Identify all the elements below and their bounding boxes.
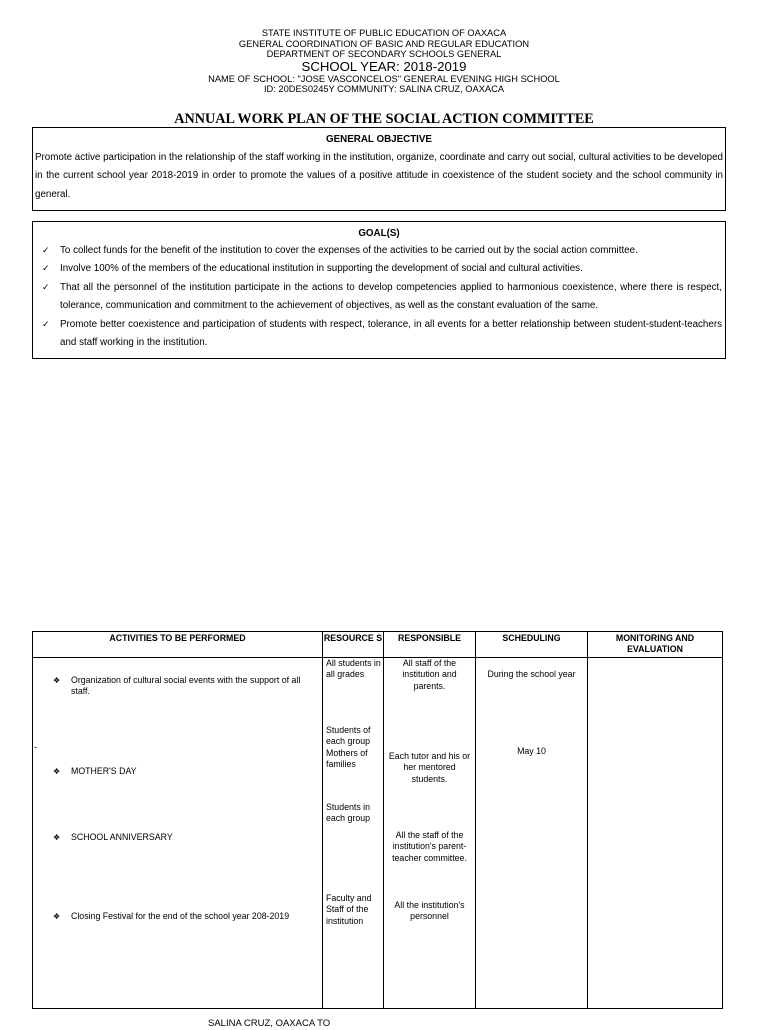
resources-cell — [323, 658, 384, 1009]
checkmark-icon: ✓ — [42, 319, 50, 330]
scheduling-cell — [476, 658, 588, 1009]
responsible-item: All staff of the institution and parents. — [402, 658, 457, 691]
table-row — [33, 658, 723, 1009]
general-objective-box — [32, 127, 726, 211]
activity-item — [53, 911, 312, 922]
goal-item — [33, 242, 722, 260]
resource-item: Students of each group Mothers of families — [326, 725, 371, 770]
responsible-item: All the staff of the institution's parent-teacher committee. — [392, 830, 467, 863]
school-year: SCHOOL YEAR: 2018-2019 — [301, 58, 467, 74]
responsible-item: Each tutor and his or her mentored students. — [388, 751, 471, 784]
column-header-scheduling: SCHEDULING — [476, 632, 588, 658]
stray-dash: - — [34, 742, 37, 752]
activity-item — [53, 832, 312, 843]
column-header-responsible: RESPONSIBLE — [384, 632, 476, 658]
resource-item: Faculty and Staff of the institution — [326, 893, 372, 926]
checkmark-icon: ✓ — [42, 282, 50, 293]
goal-text: Promote better coexistence and participation of students with respect, tolerance, in all events for a better relationship between student-student-teachers and staff working in the institution. — [60, 318, 722, 349]
coordination-name: GENERAL COORDINATION OF BASIC AND REGULAR EDUCATION — [238, 38, 530, 49]
goal-item — [33, 279, 722, 316]
column-header-resources: RESOURCE S — [323, 632, 384, 658]
responsible-cell — [384, 658, 476, 1009]
checkmark-icon: ✓ — [42, 246, 50, 256]
diamond-bullet-icon: ❖ — [53, 676, 61, 685]
activity-text: Organization of cultural social events with the support of all staff. — [71, 675, 301, 697]
activities-cell — [33, 658, 323, 1009]
goals-box — [32, 221, 726, 359]
activity-text: SCHOOL ANNIVERSARY — [71, 832, 173, 842]
diamond-bullet-icon: ❖ — [53, 767, 61, 776]
column-header-activities: ACTIVITIES TO BE PERFORMED — [33, 632, 323, 658]
institute-name: STATE INSTITUTE OF PUBLIC EDUCATION OF OAXACA — [261, 28, 507, 38]
goal-item — [33, 260, 722, 278]
general-objective-text: Promote active participation in the relationship of the staff working in the institution, organize, coordinate and carry out social, cultural activities to be developed in the current school year 2018-2019 in order to promote the values of a positive attitude in coexistence of the student society and the school community in general. — [35, 152, 723, 200]
diamond-bullet-icon: ❖ — [53, 833, 61, 842]
goal-text: That all the personnel of the institution participate in the actions to develop competencies applied to harmonious coexistence, where there is respect, tolerance, communication and commitment to the achievement of objectives, as well as the constant evaluation of the same. — [60, 281, 722, 312]
column-header-monitoring: MONITORING AND EVALUATION — [588, 632, 723, 658]
general-objective-heading: GENERAL OBJECTIVE — [326, 134, 432, 145]
school-id-community: ID: 20DES0245Y COMMUNITY: SALINA CRUZ, OAXACA — [263, 84, 505, 95]
goal-text: To collect funds for the benefit of the institution to cover the expenses of the activities to be carried out by the social action committee. — [60, 245, 638, 256]
checkmark-icon: ✓ — [42, 264, 50, 275]
activity-text: MOTHER'S DAY — [71, 766, 137, 776]
responsible-item: All the institution's personnel — [394, 900, 465, 922]
scheduling-item: During the school year — [487, 669, 576, 679]
activities-table — [32, 631, 723, 1009]
document-title: ANNUAL WORK PLAN OF THE SOCIAL ACTION COMMITTEE — [174, 111, 594, 127]
activity-item — [53, 675, 312, 698]
resource-item: All students in all grades — [326, 658, 381, 680]
monitoring-cell — [588, 658, 723, 1009]
goal-item — [33, 316, 722, 353]
document-header — [0, 28, 768, 95]
table-header-row — [33, 632, 723, 658]
resource-item: Students in each group — [326, 802, 371, 824]
goal-text: Involve 100% of the members of the educational institution in supporting the development of social and cultural activities. — [60, 263, 583, 275]
activity-item — [53, 766, 312, 777]
department-name: DEPARTMENT OF SECONDARY SCHOOLS GENERAL — [266, 49, 502, 60]
goals-heading: GOAL(S) — [358, 228, 400, 239]
goals-list — [33, 242, 725, 352]
school-name: NAME OF SCHOOL: "JOSE VASCONCELOS" GENERAL EVENING HIGH SCHOOL — [208, 73, 560, 84]
diamond-bullet-icon: ❖ — [53, 912, 61, 921]
footer-location-text: SALINA CRUZ, OAXACA TO — [208, 1018, 331, 1029]
scheduling-item: May 10 — [517, 746, 546, 756]
activity-text: Closing Festival for the end of the school year 208-2019 — [71, 911, 290, 921]
